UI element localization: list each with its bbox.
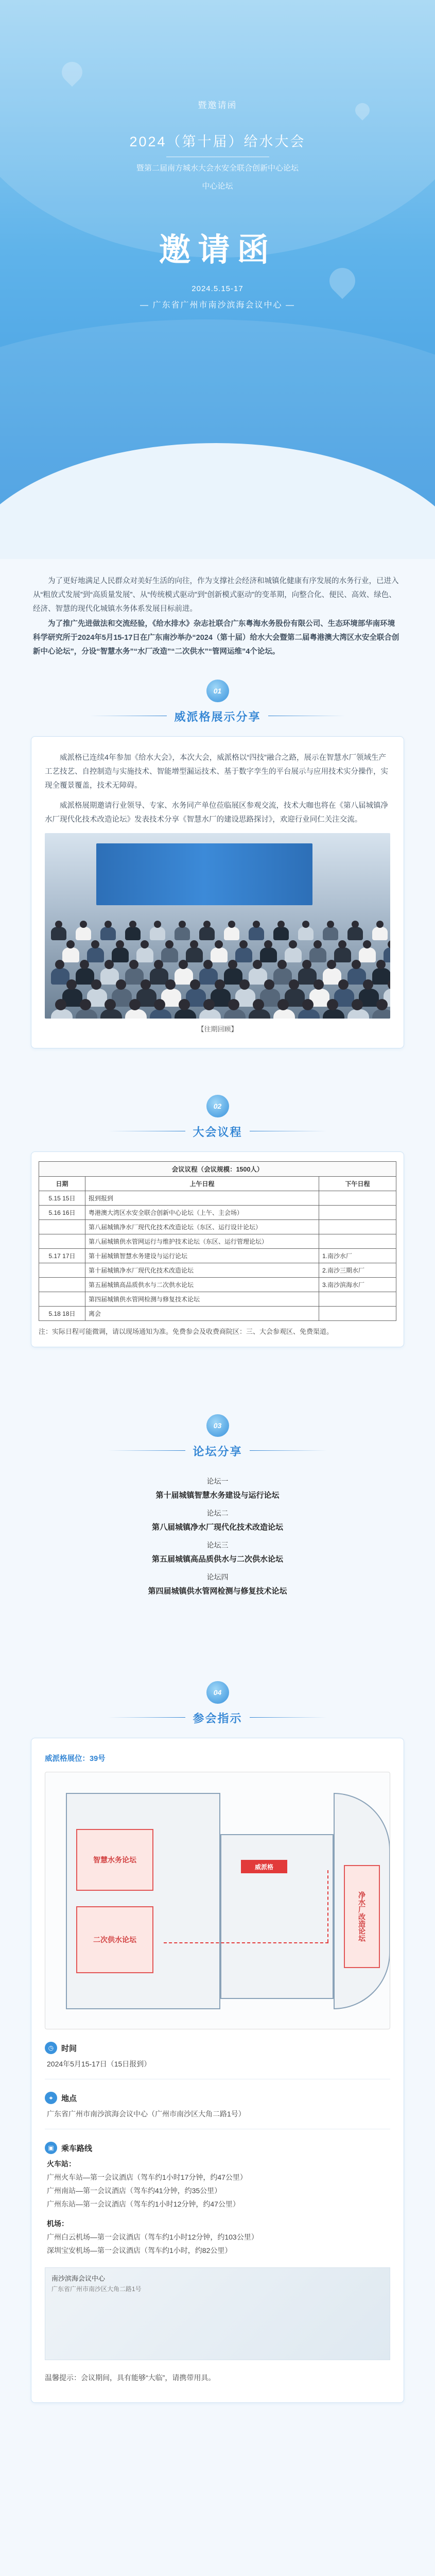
- table-cell: 第十届城镇净水厂现代化技术改造论坛: [85, 1263, 319, 1278]
- attendee-figure: [363, 979, 373, 990]
- attendee-figure: [129, 921, 136, 928]
- table-cell: 报到报到: [85, 1191, 319, 1206]
- attendee-figure: [125, 927, 141, 940]
- attendee-figure: [66, 979, 77, 990]
- attendee-figure: [323, 927, 338, 940]
- attendee-figure: [100, 1009, 122, 1019]
- attendee-figure: [125, 1009, 147, 1019]
- attendee-figure: [277, 960, 287, 969]
- section-header: [0, 680, 435, 736]
- footer-tip: 温馨提示：会议期间，具有能够“大临”，请携带用具。: [45, 2374, 216, 2382]
- attendee-figure: [129, 999, 141, 1010]
- minimap-address: 广东省广州市南沙区大角二路1号: [51, 2285, 142, 2293]
- section-number: 03: [206, 1414, 229, 1437]
- attendee-figure: [141, 979, 151, 990]
- attendee-figure: [228, 960, 237, 969]
- location-minimap[interactable]: [45, 2267, 390, 2360]
- route-item: 广州南站—第一会议酒店（驾车约41分钟，约35公里）: [47, 2187, 222, 2195]
- attendee-figure: [87, 947, 104, 962]
- column-header: 下午日程: [319, 1177, 396, 1191]
- attendee-figure: [372, 968, 390, 985]
- attendee-figure: [347, 927, 363, 940]
- table-row: [39, 1263, 396, 1278]
- attendee-figure: [141, 940, 149, 948]
- attendee-figure: [154, 999, 165, 1010]
- booth-number: 威派格展位：39号: [45, 1755, 106, 1763]
- attendee-figure: [55, 960, 64, 969]
- table-cell: [319, 1307, 396, 1321]
- agenda-table: [39, 1161, 396, 1321]
- map-zone-secondary-supply: 二次供水论坛: [76, 1906, 153, 1973]
- event-subtitle-2: 中心论坛: [202, 182, 233, 191]
- attendee-figure: [289, 979, 299, 990]
- attendee-figure: [249, 1009, 270, 1019]
- attendee-figure: [179, 921, 186, 928]
- attendee-figure: [154, 921, 161, 928]
- invitation-heading: 邀请函: [159, 231, 276, 268]
- info-place: [45, 2092, 390, 2129]
- forum-name: 第四届城镇供水管网检测与修复技术论坛: [148, 1587, 287, 1596]
- time-value: 2024年5月15-17日（15日报到）: [47, 2060, 151, 2068]
- table-cell: [319, 1292, 396, 1307]
- attendee-figure: [235, 947, 252, 962]
- event-date: 2024.5.15-17: [192, 284, 243, 293]
- table-cell: [319, 1220, 396, 1234]
- attendee-figure: [105, 960, 114, 969]
- place-label: 地点: [61, 2094, 77, 2103]
- table-row: [39, 1220, 396, 1234]
- attendee-figure: [327, 960, 336, 969]
- attendee-figure: [327, 921, 334, 928]
- route-label: 乘车路线: [61, 2144, 93, 2153]
- table-cell: [319, 1191, 396, 1206]
- forum-index: 论坛四: [206, 1573, 229, 1581]
- attendee-figure: [323, 1009, 344, 1019]
- hero-banner: [0, 0, 435, 559]
- table-row: [39, 1191, 396, 1206]
- table-cell: 1.南沙水厂: [319, 1249, 396, 1263]
- attendee-figure: [105, 921, 112, 928]
- table-row: [39, 1307, 396, 1321]
- forum-index: 论坛三: [206, 1541, 229, 1549]
- attendee-figure: [359, 947, 376, 962]
- table-cell: [39, 1263, 85, 1278]
- section-header: [0, 1414, 435, 1471]
- table-cell: 5.17 17日: [39, 1249, 85, 1263]
- section-title: 威派格展示分享: [174, 708, 260, 724]
- section-number: 01: [206, 680, 229, 702]
- section-title: 论坛分享: [193, 1443, 242, 1459]
- route-item: 广州东站—第一会议酒店（驾车约1小时12分钟，约47公里）: [47, 2200, 240, 2208]
- map-zone-booth: 威派格: [241, 1860, 287, 1873]
- table-cell: 5.15 15日: [39, 1191, 85, 1206]
- table-cell: 第四届城镇供水管网检测与修复技术论坛: [85, 1292, 319, 1307]
- route-line: [164, 1942, 328, 1943]
- info-time: [45, 2042, 390, 2079]
- attendee-figure: [376, 921, 384, 928]
- section-guide: [0, 1681, 435, 2403]
- table-cell: 5.16 16日: [39, 1206, 85, 1220]
- attendee-figure: [224, 1009, 246, 1019]
- attendee-figure: [150, 1009, 171, 1019]
- attendee-figure: [273, 1009, 295, 1019]
- place-value: 广东省广州市南沙滨海会议中心（广州市南沙区大角二路1号）: [47, 2110, 246, 2118]
- table-cell: 第五届城镇高品质供水与二次供水论坛: [85, 1278, 319, 1292]
- attendee-figure: [136, 947, 153, 962]
- attendee-figure: [179, 960, 188, 969]
- photo-caption: 【往期回顾】: [197, 1025, 238, 1033]
- section-number: 04: [206, 1681, 229, 1704]
- intro-paragraph: 为了更好地满足人民群众对美好生活的向往，作为支撑社会经济和城镇化健康有序发展的水务行业，已进入从“粗放式发展”到“高质量发展”、从“传统模式驱动”到“创新模式驱动”的变革期，向整合化、便民、高效、绿色、经济、智慧的现代化城镇水务体系发展目标前进。: [33, 577, 399, 613]
- section-title: 大会议程: [193, 1124, 242, 1140]
- table-row: [39, 1278, 396, 1292]
- agenda-card: [31, 1151, 404, 1347]
- table-cell: 5.18 18日: [39, 1307, 85, 1321]
- event-subtitle: 暨第二届南方城水大会水安全联合创新中心论坛: [136, 164, 299, 173]
- showcase-paragraph: 威派格展期邀请行业领导、专家、水务同产单位莅临展区参观交流，技术大咖也将在《第八届城镇净水厂现代化技术改造论坛》发表技术分享《智慧水厂的建设思路探讨》，欢迎行业同仁关注交流。: [45, 802, 388, 824]
- attendee-figure: [165, 979, 176, 990]
- section-forums: [0, 1414, 435, 1599]
- intro-paragraph: 为了推广先进做法和交流经验，《给水排水》杂志社联合广东粤海水务股份有限公司、生态环境部华南环境科学研究所于2024年5月15-17日在广东南沙举办“2024（第十届）给水大会暨第二届粤港澳大湾区水安全联合创新中心论坛”，分设“智慧水务”“水厂改造”“二次供水”“管网运维”4个论坛。: [33, 620, 399, 656]
- table-cell: [39, 1292, 85, 1307]
- forum-list: [0, 1474, 435, 1599]
- attendee-figure: [190, 940, 198, 948]
- attendee-figure: [338, 979, 349, 990]
- table-row: [39, 1206, 396, 1220]
- event-venue: — 广东省广州市南沙滨海会议中心 —: [140, 301, 295, 310]
- attendee-figure: [228, 921, 235, 928]
- attendee-figure: [253, 921, 260, 928]
- attendee-figure: [91, 940, 99, 948]
- attendee-figure: [273, 927, 289, 940]
- route-item: 广州火车站—第一会议酒店（驾车约1小时17分钟，约47公里）: [47, 2173, 247, 2181]
- map-zone-plant-retrofit: 净水厂改造论坛: [344, 1865, 380, 1968]
- attendee-figure: [277, 921, 285, 928]
- forum-name: 第十届城镇智慧水务建设与运行论坛: [155, 1491, 280, 1500]
- attendee-figure: [66, 940, 75, 948]
- attendee-figure: [352, 921, 359, 928]
- table-row: [39, 1234, 396, 1249]
- attendee-figure: [298, 927, 314, 940]
- attendee-figure: [376, 999, 388, 1010]
- section-number: 02: [206, 1095, 229, 1117]
- attendee-figure: [224, 927, 239, 940]
- attendee-figure: [384, 947, 390, 962]
- attendee-figure: [264, 940, 272, 948]
- attendee-figure: [253, 960, 262, 969]
- attendee-figure: [55, 999, 66, 1010]
- route-item: 广州白云机场—第一会议酒店（驾车约1小时12分钟，约103公里）: [47, 2233, 258, 2241]
- section-header: [0, 1095, 435, 1151]
- guide-card: [31, 1738, 404, 2403]
- showcase-paragraph: 威派格已连续4年参加《给水大会》，本次大会，威派格以“四技”融合之路，展示在智慧水厂领域生产工艺技艺、自控制造与实施技术、智能增型漏运技术、基于数字孪生的平台展示与应用技术实分操作，实现全覆景覆盖，技术无障碍。: [45, 754, 388, 790]
- attendee-figure: [76, 927, 91, 940]
- attendee-figure: [228, 999, 239, 1010]
- attendee-figure: [80, 921, 87, 928]
- hero-pre: 暨邀请函: [198, 100, 237, 110]
- attendee-figure: [372, 1009, 390, 1019]
- attendee-figure: [260, 947, 277, 962]
- table-cell: 第十届城镇智慧水务建设与运行论坛: [85, 1249, 319, 1263]
- attendee-figure: [314, 940, 322, 948]
- route-item: 深圳宝安机场—第一会议酒店（驾车约1小时，约82公里）: [47, 2246, 232, 2255]
- section-showcase: [0, 680, 435, 1048]
- attendee-figure: [161, 947, 178, 962]
- time-label: 时间: [61, 2044, 77, 2053]
- forum-name: 第八届城镇净水厂现代化技术改造论坛: [151, 1523, 283, 1532]
- table-cell: [39, 1220, 85, 1234]
- hall-block: [220, 1834, 334, 1999]
- section-title: 参会指示: [193, 1710, 242, 1726]
- attendee-figure: [211, 947, 228, 962]
- table-cell: 第八届城镇供水管网运行与维护技术论坛（东区、运行管理论坛）: [85, 1234, 319, 1249]
- location-pin-icon: ⌖: [45, 2092, 57, 2104]
- attendee-figure: [327, 999, 338, 1010]
- table-cell: 离会: [85, 1307, 319, 1321]
- attendee-figure: [154, 960, 163, 969]
- attendee-figure: [215, 940, 223, 948]
- forum-index: 论坛二: [206, 1509, 229, 1517]
- conference-photo: [45, 833, 390, 1019]
- attendee-figure: [372, 927, 388, 940]
- table-cell: 第八届城镇净水厂现代化技术改造论坛（东区、运行设计论坛）: [85, 1220, 319, 1234]
- attendee-figure: [239, 979, 250, 990]
- attendee-figure: [51, 1009, 73, 1019]
- attendee-figure: [277, 999, 289, 1010]
- attendee-figure: [289, 940, 297, 948]
- table-cell: [319, 1206, 396, 1220]
- hall-block: [66, 1793, 220, 2009]
- airport-title: 机场：: [47, 2219, 68, 2228]
- intro-text: [0, 559, 435, 669]
- agenda-table-title: 会议议程（会议规模：1500人）: [39, 1162, 396, 1177]
- table-row: [39, 1292, 396, 1307]
- column-header: 上午日程: [85, 1177, 319, 1191]
- forum-name: 第五届城镇高品质供水与二次供水论坛: [151, 1555, 283, 1564]
- table-cell: 粤港澳大湾区水安全联合创新中心论坛（上午、主会场）: [85, 1206, 319, 1220]
- venue-floor-map: [45, 1772, 390, 2029]
- attendee-figure: [129, 960, 138, 969]
- info-route: [45, 2142, 390, 2257]
- attendee-figure: [309, 947, 326, 962]
- attendee-figure: [298, 1009, 320, 1019]
- attendee-figure: [91, 979, 101, 990]
- attendee-figure: [376, 960, 386, 969]
- attendee-figure: [100, 927, 116, 940]
- route-line: [327, 1870, 328, 1942]
- attendee-figure: [199, 1009, 221, 1019]
- attendee-figure: [186, 947, 203, 962]
- attendee-figure: [203, 921, 211, 928]
- attendee-figure: [80, 960, 89, 969]
- attendee-figure: [199, 927, 215, 940]
- stage-screen: [96, 843, 312, 905]
- attendee-figure: [150, 927, 165, 940]
- attendee-figure: [105, 999, 116, 1010]
- car-icon: ▣: [45, 2142, 57, 2154]
- attendee-figure: [352, 999, 363, 1010]
- agenda-note: 注：实际日程可能微调，请以现场通知为准。免费参会及收费商院区：三、大会参观区、免费渠道。: [39, 1328, 334, 1335]
- attendee-figure: [62, 947, 79, 962]
- attendee-figure: [285, 947, 302, 962]
- map-zone-smart-water: 智慧水务论坛: [76, 1829, 153, 1891]
- attendee-figure: [116, 979, 126, 990]
- attendee-figure: [215, 979, 225, 990]
- attendee-figure: [55, 921, 62, 928]
- table-cell: [39, 1234, 85, 1249]
- table-cell: [39, 1278, 85, 1292]
- table-row: [39, 1249, 396, 1263]
- attendee-figure: [253, 999, 264, 1010]
- attendee-figure: [203, 960, 213, 969]
- attendee-figure: [179, 999, 190, 1010]
- attendee-figure: [264, 979, 274, 990]
- attendee-figure: [239, 940, 248, 948]
- attendee-figure: [334, 947, 351, 962]
- section-agenda: [0, 1095, 435, 1347]
- train-title: 火车站：: [47, 2160, 76, 2168]
- section-header: [0, 1681, 435, 1738]
- attendee-figure: [338, 940, 346, 948]
- event-title: 2024（第十届）给水大会: [129, 134, 306, 149]
- attendee-figure: [190, 979, 200, 990]
- forum-index: 论坛一: [206, 1477, 229, 1485]
- attendee-figure: [76, 1009, 97, 1019]
- attendee-figure: [112, 947, 129, 962]
- attendee-figure: [363, 940, 371, 948]
- attendee-figure: [314, 979, 324, 990]
- attendee-figure: [352, 960, 361, 969]
- attendee-figure: [116, 940, 124, 948]
- attendee-figure: [302, 921, 309, 928]
- table-cell: [319, 1234, 396, 1249]
- attendee-figure: [347, 1009, 369, 1019]
- attendee-figure: [175, 927, 190, 940]
- table-cell: 3.南沙滨海水厂: [319, 1278, 396, 1292]
- attendee-figure: [165, 940, 173, 948]
- attendee-figure: [203, 999, 215, 1010]
- showcase-card: [31, 736, 404, 1048]
- column-header: 日期: [39, 1177, 85, 1191]
- minimap-label: 南沙滨海会议中心: [51, 2275, 106, 2282]
- attendee-figure: [80, 999, 91, 1010]
- attendee-figure: [51, 927, 66, 940]
- attendee-figure: [249, 927, 264, 940]
- clock-icon: ◷: [45, 2042, 57, 2054]
- table-cell: 2.南沙三期水厂: [319, 1263, 396, 1278]
- attendee-figure: [175, 1009, 196, 1019]
- attendee-figure: [302, 999, 314, 1010]
- attendee-figure: [302, 960, 311, 969]
